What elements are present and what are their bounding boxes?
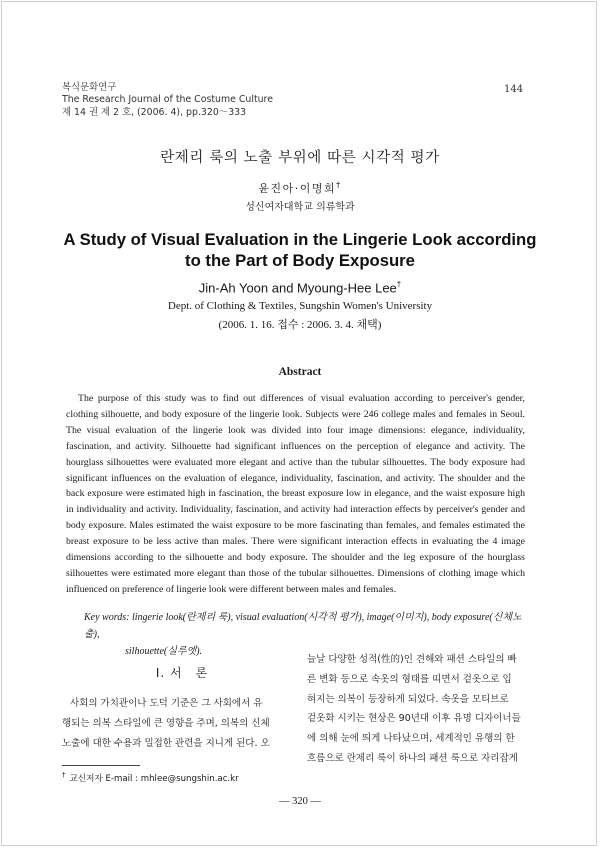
affiliation-english: Dept. of Clothing & Textiles, Sungshin Women's University — [167, 300, 433, 312]
keywords-line1 — [84, 609, 534, 643]
paragraph-line: 에 의해 눈에 띄게 나타났으며, 세계적인 유행의 한 — [307, 733, 515, 745]
authors-korean-text: 윤진아·이명희 — [258, 182, 337, 195]
paragraph-line: 겉옷화 시키는 현상은 90년대 이후 유명 디자이너들 — [307, 713, 521, 725]
authors-english-text: Jin-Ah Yoon and Myoung-Hee Lee — [198, 280, 397, 296]
paragraph-line: 노출에 대한 수용과 밀접한 관련을 지니게 된다. 오 — [62, 737, 270, 749]
journal-issue: 제 14 권 제 2 호, (2006. 4), pp.320～333 — [62, 106, 247, 118]
authors-english — [0, 280, 600, 295]
keywords-line2: silhouette(실루엣). — [125, 646, 203, 657]
page-number-top: 144 — [504, 84, 524, 95]
paragraph-line: 혀지는 의복이 등장하게 되었다. 속옷을 모티브로 — [307, 693, 509, 705]
left-column-text — [62, 694, 270, 753]
affiliation-korean: 성신여자대학교 의류학과 — [245, 202, 355, 213]
section-heading-introduction: Ⅰ. 서 론 — [155, 666, 209, 680]
footnote-text: 교신저자 E-mail : mhlee@sungshin.ac.kr — [69, 773, 239, 784]
abstract-body: The purpose of this study was to find out differences of visual evaluation according to perceiver's gender, clothing silhouette, and body exposure of the lingerie look. Subjects were 246 college males and females in Seoul. The visual evaluation of the lingerie look was divided into four image dimensions: elegance, individuality, fascination, and activity. Silhouette had significant influences on the perception of elegance and activity. The hourglass silhouettes were evaluated more elegant and active than the tubular silhouettes. The body exposure had significant influences on the evaluation of elegance, individuality, fascination, and activity. The shoulder and the back exposure were estimated high in fascination, the breast exposure low in elegance, and the waist exposure high in individuality and activity. Individuality, fascination, and activity had interaction effects by perceiver's gender and body exposure. Males estimated the waist exposure to be more fascinating than females, and females estimated the breast exposure to be less active than males. There were significant interaction effects in evaluating the 4 image dimensions according to the silhouette and body exposure. The shoulder and the leg exposure of the hourglass silhouettes were estimated more elegant than those of the tubular silhouettes. Dimensions of clothing image which influenced on preference of lingerie look were different between males and females. — [66, 393, 525, 595]
footnote — [62, 771, 239, 784]
paragraph-line: 사회의 가치관이나 도덕 기준은 그 사회에서 유 — [70, 698, 263, 709]
title-english-line2: to the Part of Body Exposure — [185, 251, 415, 270]
journal-header — [62, 82, 273, 119]
dagger-mark: † — [336, 180, 342, 190]
title-english — [0, 229, 600, 271]
paragraph-line: 늘날 다양한 성적(性的)인 견해와 패션 스타일의 빠 — [307, 654, 517, 665]
journal-name-ko: 복식문화연구 — [62, 82, 117, 93]
title-english-line1: A Study of Visual Evaluation in the Lingerie Look according — [63, 230, 537, 249]
title-korean: 란제리 룩의 노출 부위에 따른 시각적 평가 — [160, 150, 440, 166]
keywords-list: lingerie look(란제리 룩), visual evaluation(시각적 평가), image(이미지), body exposure(신체노출), — [84, 612, 522, 640]
footnote-rule — [62, 765, 140, 766]
journal-name-en: The Research Journal of the Costume Culture — [62, 94, 273, 106]
authors-korean — [0, 180, 600, 196]
dagger-mark: † — [396, 280, 402, 289]
page-number-bottom: — 320 — — [279, 796, 321, 807]
right-column-text — [307, 650, 521, 769]
abstract-heading: Abstract — [278, 366, 322, 378]
paragraph-line: 른 변화 등으로 속옷의 형태를 띠면서 겉옷으로 입 — [307, 673, 512, 685]
footnote-mark: † — [62, 771, 66, 779]
received-accepted-dates: (2006. 1. 16. 접수 : 2006. 3. 4. 채택) — [218, 319, 382, 331]
keywords-label: Key words: — [84, 612, 130, 623]
paragraph-line: 행되는 의복 스타일에 큰 영향을 주며, 의복의 신체 — [62, 717, 270, 729]
paragraph-line: 흐름으로 란제리 룩이 하나의 패션 룩으로 자리잡게 — [307, 752, 518, 764]
